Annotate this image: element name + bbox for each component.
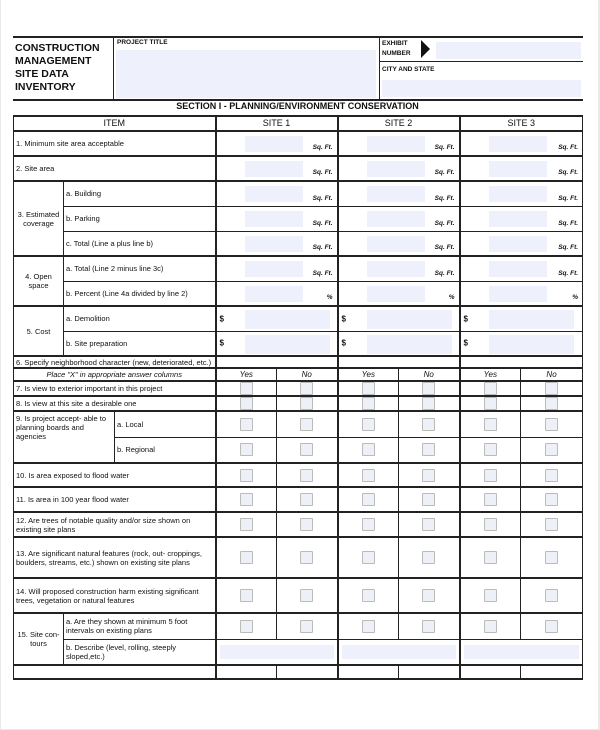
site-2-no-cell bbox=[399, 512, 460, 537]
site-3-cell bbox=[460, 306, 583, 331]
site-2-no-cell bbox=[399, 665, 460, 679]
site-1-header: SITE 1 bbox=[216, 116, 338, 131]
table-row bbox=[14, 613, 583, 639]
site-3-no-cell bbox=[521, 411, 583, 437]
site-3-no-checkbox[interactable] bbox=[545, 518, 558, 531]
project-title-label: PROJECT TITLE bbox=[117, 39, 168, 46]
site-2-yes-cell bbox=[338, 613, 399, 639]
site-2-no-checkbox[interactable] bbox=[422, 418, 435, 431]
site-3-yes-cell bbox=[460, 537, 521, 578]
table-row bbox=[14, 256, 583, 281]
site-2-input[interactable] bbox=[367, 211, 425, 227]
site-1-cell bbox=[216, 331, 338, 356]
site-1-cell bbox=[216, 281, 338, 306]
row-sub-label: a. Demolition bbox=[64, 306, 216, 331]
site-1-cell[interactable] bbox=[216, 356, 338, 368]
row-group-label: 9. Is project accept- able to planning boards and agencies bbox=[14, 411, 115, 463]
divider bbox=[380, 61, 583, 62]
divider bbox=[113, 37, 114, 100]
site-3-no-cell bbox=[521, 437, 583, 463]
site-3-yes-checkbox[interactable] bbox=[484, 418, 497, 431]
table-row bbox=[14, 396, 583, 411]
site-2-yes-cell bbox=[338, 411, 399, 437]
unit-label: Sq. Ft. bbox=[312, 144, 333, 151]
site-1-cell bbox=[216, 231, 338, 256]
site-2-no-cell bbox=[399, 487, 460, 512]
site-2-input[interactable] bbox=[367, 136, 425, 152]
arrow-right-icon bbox=[421, 40, 430, 58]
site-2-yes-cell bbox=[338, 381, 399, 396]
site-3-yes-cell bbox=[460, 396, 521, 411]
site-3-no-checkbox[interactable] bbox=[545, 620, 558, 633]
table-row bbox=[14, 181, 583, 206]
site-1-no-cell bbox=[277, 437, 338, 463]
site-2-cell bbox=[338, 306, 460, 331]
row-label: 10. Is area exposed to flood water bbox=[14, 463, 216, 487]
site-1-cell bbox=[216, 131, 338, 156]
instruction-label: Place "X" in appropriate answer columns bbox=[14, 368, 216, 381]
site-3-input[interactable] bbox=[489, 236, 547, 252]
site-3-no-cell bbox=[521, 512, 583, 537]
site-3-yes-checkbox[interactable] bbox=[484, 589, 497, 602]
site-3-yes-cell: Yes bbox=[460, 368, 521, 381]
unit-label: Sq. Ft. bbox=[558, 244, 579, 251]
site-1-yes-checkbox[interactable] bbox=[240, 620, 253, 633]
row-sub-label: b. Percent (Line 4a divided by line 2) bbox=[64, 281, 216, 306]
column-header-row bbox=[14, 116, 583, 131]
site-1-yes-checkbox[interactable] bbox=[240, 551, 253, 564]
site-1-no-checkbox[interactable] bbox=[300, 589, 313, 602]
row-sub-label: b. Parking bbox=[64, 206, 216, 231]
site-2-cell bbox=[338, 156, 460, 181]
site-3-cell bbox=[460, 256, 583, 281]
site-1-no-checkbox[interactable] bbox=[300, 397, 313, 410]
site-1-cell bbox=[216, 206, 338, 231]
unit-label: Sq. Ft. bbox=[434, 144, 455, 151]
site-2-yes-checkbox[interactable] bbox=[362, 418, 375, 431]
site-3-no-checkbox[interactable] bbox=[545, 418, 558, 431]
site-3-no-checkbox[interactable] bbox=[545, 443, 558, 456]
unit-label: Sq. Ft. bbox=[558, 144, 579, 151]
row-sub-label: b. Regional bbox=[115, 437, 216, 463]
site-1-no-checkbox[interactable] bbox=[300, 443, 313, 456]
site-1-no-checkbox[interactable] bbox=[300, 469, 313, 482]
site-2-no-cell bbox=[399, 578, 460, 613]
site-3-input[interactable] bbox=[489, 186, 547, 202]
site-3-yes-checkbox[interactable] bbox=[484, 518, 497, 531]
site-1-cell bbox=[216, 156, 338, 181]
site-1-cell bbox=[216, 639, 338, 665]
exhibit-number-field[interactable] bbox=[436, 42, 581, 59]
row-label bbox=[14, 665, 216, 679]
row-label: 1. Minimum site area acceptable bbox=[14, 131, 216, 156]
unit-label: Sq. Ft. bbox=[558, 219, 579, 227]
top-rule bbox=[13, 36, 583, 38]
unit-label: % bbox=[448, 294, 455, 301]
site-1-input[interactable] bbox=[245, 335, 330, 354]
site-3-yes-cell bbox=[460, 512, 521, 537]
site-2-input[interactable] bbox=[367, 261, 425, 277]
site-3-no-checkbox[interactable] bbox=[545, 493, 558, 506]
site-3-cell bbox=[460, 206, 583, 231]
site-1-yes-checkbox[interactable] bbox=[240, 382, 253, 395]
form-page bbox=[1, 0, 598, 729]
site-1-no-cell bbox=[277, 487, 338, 512]
site-3-no-checkbox[interactable] bbox=[545, 589, 558, 602]
site-2-no-checkbox[interactable] bbox=[422, 551, 435, 564]
site-2-input[interactable] bbox=[367, 335, 452, 354]
row-group-label: 3. Estimated coverage bbox=[14, 181, 64, 256]
site-2-yes-cell bbox=[338, 537, 399, 578]
site-2-no-cell bbox=[399, 537, 460, 578]
row-label: 11. Is area in 100 year flood water bbox=[14, 487, 216, 512]
site-3-input[interactable] bbox=[489, 211, 547, 227]
table-row bbox=[14, 411, 583, 437]
site-2-cell bbox=[338, 181, 460, 206]
site-2-yes-cell bbox=[338, 578, 399, 613]
site-2-cell bbox=[338, 281, 460, 306]
site-1-no-checkbox[interactable] bbox=[300, 493, 313, 506]
site-2-yes-checkbox[interactable] bbox=[362, 589, 375, 602]
site-2-no-checkbox[interactable] bbox=[422, 443, 435, 456]
row-label: 14. Will proposed construction harm existing significant trees, vegetation or natural features bbox=[14, 578, 216, 613]
inventory-table-wrap bbox=[13, 115, 583, 690]
site-2-yes-checkbox[interactable] bbox=[362, 620, 375, 633]
site-2-yes-cell bbox=[338, 665, 399, 679]
unit-label: % bbox=[326, 294, 333, 301]
unit-label: Sq. Ft. bbox=[558, 194, 579, 202]
row-sub-label: c. Total (Line a plus line b) bbox=[64, 231, 216, 256]
site-1-no-cell bbox=[277, 613, 338, 639]
row-sub-label: b. Describe (level, rolling, steeply sloped,etc.) bbox=[64, 639, 216, 665]
site-2-input[interactable] bbox=[367, 310, 452, 329]
site-2-cell bbox=[338, 231, 460, 256]
table-row bbox=[14, 381, 583, 396]
dollar-sign: $ bbox=[341, 338, 346, 348]
site-1-no-cell bbox=[277, 578, 338, 613]
table-row bbox=[14, 306, 583, 331]
table-row bbox=[14, 368, 583, 381]
site-1-no-cell bbox=[277, 665, 338, 679]
title-line: CONSTRUCTION bbox=[15, 42, 100, 54]
site-2-no-checkbox[interactable] bbox=[422, 493, 435, 506]
unit-label: Sq. Ft. bbox=[434, 219, 455, 227]
site-3-no-cell bbox=[521, 381, 583, 396]
row-label: 8. Is view at this site a desirable one bbox=[14, 396, 216, 411]
site-1-yes-cell bbox=[216, 381, 277, 396]
city-state-label: CITY AND STATE bbox=[382, 66, 435, 73]
site-2-yes-checkbox[interactable] bbox=[362, 551, 375, 564]
site-3-header: SITE 3 bbox=[460, 116, 583, 131]
site-1-input[interactable] bbox=[245, 186, 303, 202]
site-1-yes-cell bbox=[216, 537, 277, 578]
table-row bbox=[14, 537, 583, 578]
unit-label: Sq. Ft. bbox=[434, 244, 455, 251]
table-row bbox=[14, 487, 583, 512]
site-3-no-cell bbox=[521, 487, 583, 512]
section-title: SECTION I - PLANNING/ENVIRONMENT CONSERVATION bbox=[176, 101, 419, 111]
project-title-field[interactable] bbox=[116, 50, 376, 98]
site-2-no-checkbox[interactable] bbox=[422, 382, 435, 395]
site-3-input[interactable] bbox=[489, 335, 574, 354]
site-1-cell bbox=[216, 256, 338, 281]
site-2-input[interactable] bbox=[367, 236, 425, 252]
table-row bbox=[14, 512, 583, 537]
site-1-yes-cell bbox=[216, 578, 277, 613]
site-1-no-checkbox[interactable] bbox=[300, 382, 313, 395]
row-label: 13. Are significant natural features (rock, out- croppings, boulders, streams, etc.) shown on existing site plans bbox=[14, 537, 216, 578]
site-2-yes-checkbox[interactable] bbox=[362, 518, 375, 531]
site-2-input[interactable] bbox=[367, 186, 425, 202]
unit-label: Sq. Ft. bbox=[434, 194, 455, 202]
row-label: 6. Specify neighborhood character (new, deteriorated, etc.) bbox=[14, 356, 216, 368]
site-3-yes-cell bbox=[460, 381, 521, 396]
site-1-yes-checkbox[interactable] bbox=[240, 443, 253, 456]
site-2-no-checkbox[interactable] bbox=[422, 589, 435, 602]
site-3-yes-checkbox[interactable] bbox=[484, 397, 497, 410]
site-2-yes-checkbox[interactable] bbox=[362, 382, 375, 395]
unit-label: % bbox=[572, 294, 579, 301]
site-1-no-checkbox[interactable] bbox=[300, 620, 313, 633]
site-2-yes-cell bbox=[338, 512, 399, 537]
site-2-no-cell bbox=[399, 381, 460, 396]
exhibit-label-line: EXHIBIT bbox=[382, 40, 408, 47]
site-2-cell bbox=[338, 131, 460, 156]
site-1-no-checkbox[interactable] bbox=[300, 551, 313, 564]
row-group-label: 4. Open space bbox=[14, 256, 64, 306]
site-3-no-cell bbox=[521, 463, 583, 487]
site-1-no-cell bbox=[277, 463, 338, 487]
site-2-no-cell bbox=[399, 463, 460, 487]
site-1-no-cell bbox=[277, 381, 338, 396]
table-row bbox=[14, 156, 583, 181]
row-sub-label: a. Are they shown at minimum 5 foot intervals on existing plans bbox=[64, 613, 216, 639]
site-1-no-cell bbox=[277, 512, 338, 537]
table-row bbox=[14, 331, 583, 356]
unit-label: Sq. Ft. bbox=[312, 269, 333, 277]
site-1-input[interactable] bbox=[245, 211, 303, 227]
site-3-no-cell bbox=[521, 613, 583, 639]
divider bbox=[379, 37, 380, 100]
site-2-cell bbox=[338, 639, 460, 665]
site-3-no-cell bbox=[521, 396, 583, 411]
site-1-input[interactable] bbox=[245, 236, 303, 252]
site-3-cell[interactable] bbox=[460, 356, 583, 368]
row-sub-label: a. Building bbox=[64, 181, 216, 206]
site-1-input[interactable] bbox=[245, 286, 303, 302]
site-3-no-checkbox[interactable] bbox=[545, 469, 558, 482]
site-3-input[interactable] bbox=[489, 310, 574, 329]
site-2-yes-cell bbox=[338, 437, 399, 463]
site-3-cell bbox=[460, 181, 583, 206]
site-3-yes-cell bbox=[460, 613, 521, 639]
site-3-yes-cell bbox=[460, 437, 521, 463]
site-3-text-input[interactable] bbox=[464, 645, 580, 660]
site-3-cell bbox=[460, 639, 583, 665]
form-title bbox=[15, 42, 100, 94]
site-2-cell[interactable] bbox=[338, 356, 460, 368]
site-3-no-cell bbox=[521, 578, 583, 613]
site-3-no-checkbox[interactable] bbox=[545, 551, 558, 564]
site-1-no-checkbox[interactable] bbox=[300, 418, 313, 431]
title-line: SITE DATA bbox=[15, 68, 69, 80]
site-2-yes-cell bbox=[338, 463, 399, 487]
site-1-no-cell bbox=[277, 537, 338, 578]
table-row bbox=[14, 206, 583, 231]
site-3-yes-checkbox[interactable] bbox=[484, 469, 497, 482]
table-row bbox=[14, 578, 583, 613]
title-line: MANAGEMENT bbox=[15, 55, 92, 67]
dollar-sign: $ bbox=[341, 314, 346, 324]
table-row bbox=[14, 281, 583, 306]
site-1-no-checkbox[interactable] bbox=[300, 518, 313, 531]
site-2-yes-checkbox[interactable] bbox=[362, 469, 375, 482]
site-1-cell bbox=[216, 306, 338, 331]
site-3-yes-cell bbox=[460, 665, 521, 679]
table-row bbox=[14, 639, 583, 665]
site-1-text-input[interactable] bbox=[220, 645, 334, 660]
dollar-sign: $ bbox=[219, 314, 224, 324]
site-1-yes-checkbox[interactable] bbox=[240, 397, 253, 410]
site-2-input[interactable] bbox=[367, 286, 425, 302]
row-label: 7. Is view to exterior important in this project bbox=[14, 381, 216, 396]
site-1-yes-cell bbox=[216, 396, 277, 411]
site-2-no-checkbox[interactable] bbox=[422, 469, 435, 482]
site-3-input[interactable] bbox=[489, 136, 547, 152]
site-1-yes-cell bbox=[216, 512, 277, 537]
site-3-cell bbox=[460, 231, 583, 256]
site-1-input[interactable] bbox=[245, 261, 303, 277]
table-row bbox=[14, 665, 583, 679]
site-1-yes-checkbox[interactable] bbox=[240, 589, 253, 602]
site-2-yes-cell bbox=[338, 396, 399, 411]
site-1-yes-cell bbox=[216, 487, 277, 512]
unit-label: Sq. Ft. bbox=[312, 219, 333, 227]
site-1-yes-checkbox[interactable] bbox=[240, 518, 253, 531]
site-3-cell bbox=[460, 131, 583, 156]
exhibit-number-label bbox=[382, 39, 411, 59]
unit-label: Sq. Ft. bbox=[312, 244, 333, 251]
site-2-cell bbox=[338, 256, 460, 281]
dollar-sign: $ bbox=[463, 338, 468, 348]
site-1-yes-cell bbox=[216, 437, 277, 463]
row-group-label: 15. Site con- tours bbox=[14, 613, 64, 665]
row-sub-label: b. Site preparation bbox=[64, 331, 216, 356]
site-3-yes-cell bbox=[460, 463, 521, 487]
site-2-yes-checkbox[interactable] bbox=[362, 443, 375, 456]
row-sub-label: a. Total (Line 2 minus line 3c) bbox=[64, 256, 216, 281]
site-3-no-checkbox[interactable] bbox=[545, 382, 558, 395]
site-2-no-cell bbox=[399, 396, 460, 411]
site-3-input[interactable] bbox=[489, 161, 547, 177]
site-2-no-cell: No bbox=[399, 368, 460, 381]
site-1-input[interactable] bbox=[245, 136, 303, 152]
site-3-yes-cell bbox=[460, 578, 521, 613]
site-2-text-input[interactable] bbox=[342, 645, 456, 660]
site-1-cell bbox=[216, 181, 338, 206]
site-3-input[interactable] bbox=[489, 286, 547, 302]
site-1-yes-checkbox[interactable] bbox=[240, 493, 253, 506]
table-row bbox=[14, 131, 583, 156]
site-2-no-checkbox[interactable] bbox=[422, 397, 435, 410]
unit-label: Sq. Ft. bbox=[434, 169, 455, 176]
site-2-no-checkbox[interactable] bbox=[422, 620, 435, 633]
site-2-yes-checkbox[interactable] bbox=[362, 493, 375, 506]
unit-label: Sq. Ft. bbox=[312, 194, 333, 202]
row-sub-label: a. Local bbox=[115, 411, 216, 437]
site-1-no-cell: No bbox=[277, 368, 338, 381]
site-2-cell bbox=[338, 331, 460, 356]
site-3-yes-checkbox[interactable] bbox=[484, 620, 497, 633]
site-2-input[interactable] bbox=[367, 161, 425, 177]
site-3-yes-checkbox[interactable] bbox=[484, 551, 497, 564]
row-group-label: 5. Cost bbox=[14, 306, 64, 356]
site-3-yes-cell bbox=[460, 411, 521, 437]
site-2-cell bbox=[338, 206, 460, 231]
exhibit-label-line: NUMBER bbox=[382, 50, 411, 57]
inventory-table bbox=[13, 115, 583, 680]
site-2-yes-cell bbox=[338, 487, 399, 512]
site-1-yes-cell bbox=[216, 411, 277, 437]
site-1-yes-cell bbox=[216, 463, 277, 487]
item-header: ITEM bbox=[14, 116, 216, 131]
site-2-no-checkbox[interactable] bbox=[422, 518, 435, 531]
table-row bbox=[14, 231, 583, 256]
site-1-yes-cell: Yes bbox=[216, 368, 277, 381]
dollar-sign: $ bbox=[463, 314, 468, 324]
site-3-input[interactable] bbox=[489, 261, 547, 277]
site-2-yes-cell: Yes bbox=[338, 368, 399, 381]
site-3-no-checkbox[interactable] bbox=[545, 397, 558, 410]
site-2-no-cell bbox=[399, 437, 460, 463]
site-3-no-cell bbox=[521, 665, 583, 679]
site-3-no-cell bbox=[521, 537, 583, 578]
site-1-no-cell bbox=[277, 411, 338, 437]
site-3-yes-checkbox[interactable] bbox=[484, 493, 497, 506]
site-3-cell bbox=[460, 331, 583, 356]
site-3-yes-cell bbox=[460, 487, 521, 512]
site-3-no-cell: No bbox=[521, 368, 583, 381]
site-1-yes-cell bbox=[216, 665, 277, 679]
title-line: INVENTORY bbox=[15, 81, 76, 93]
unit-label: Sq. Ft. bbox=[558, 269, 579, 277]
site-1-yes-checkbox[interactable] bbox=[240, 469, 253, 482]
site-1-no-cell bbox=[277, 396, 338, 411]
site-2-yes-checkbox[interactable] bbox=[362, 397, 375, 410]
site-1-input[interactable] bbox=[245, 310, 330, 329]
unit-label: Sq. Ft. bbox=[312, 169, 333, 176]
site-3-cell bbox=[460, 281, 583, 306]
site-2-no-cell bbox=[399, 613, 460, 639]
site-1-yes-checkbox[interactable] bbox=[240, 418, 253, 431]
site-3-yes-checkbox[interactable] bbox=[484, 443, 497, 456]
row-label: 12. Are trees of notable quality and/or size shown on existing site plans bbox=[14, 512, 216, 537]
unit-label: Sq. Ft. bbox=[558, 169, 579, 176]
site-3-yes-checkbox[interactable] bbox=[484, 382, 497, 395]
table-row bbox=[14, 356, 583, 368]
row-label: 2. Site area bbox=[14, 156, 216, 181]
site-1-input[interactable] bbox=[245, 161, 303, 177]
table-row bbox=[14, 463, 583, 487]
site-2-header: SITE 2 bbox=[338, 116, 460, 131]
dollar-sign: $ bbox=[219, 338, 224, 348]
city-state-field[interactable] bbox=[382, 80, 581, 97]
site-2-no-cell bbox=[399, 411, 460, 437]
unit-label: Sq. Ft. bbox=[434, 269, 455, 277]
site-3-cell bbox=[460, 156, 583, 181]
site-1-yes-cell bbox=[216, 613, 277, 639]
